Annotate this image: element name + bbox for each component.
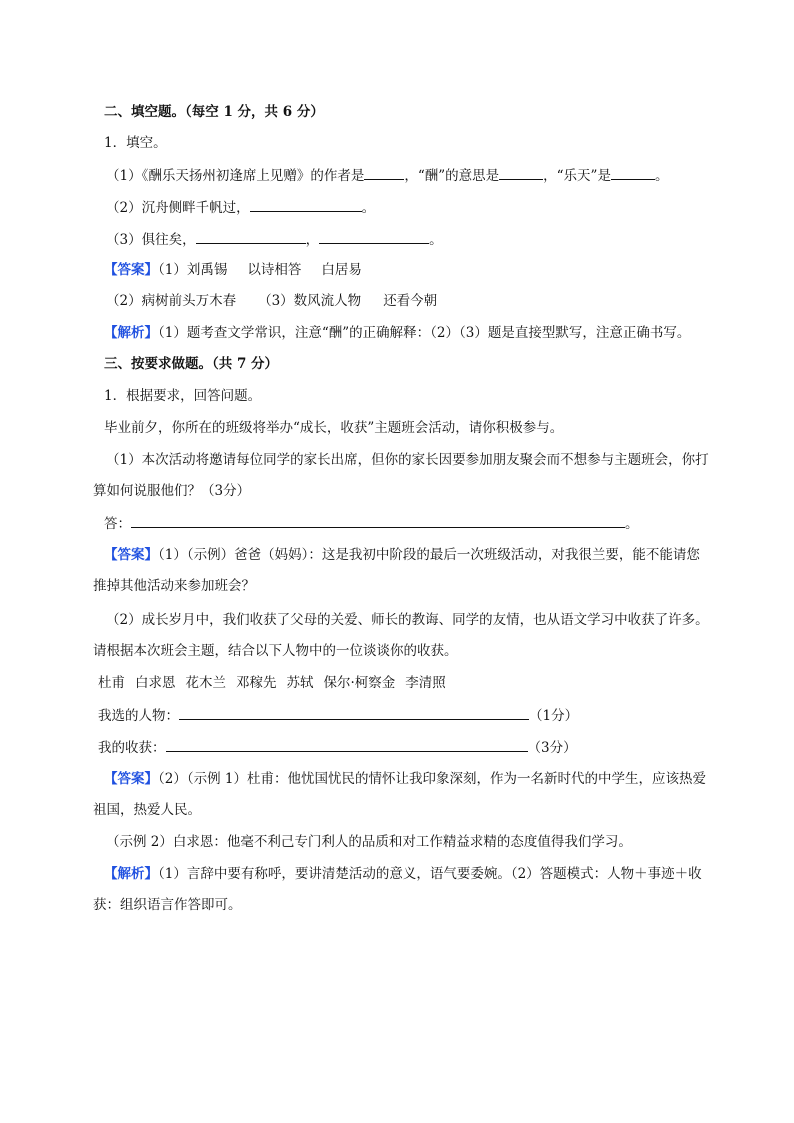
- analysis-tag: 【解析】: [104, 325, 158, 341]
- answer-tag: 【答案】: [104, 547, 158, 563]
- section3-answer1-line1: [104, 545, 700, 567]
- answer-item: （1）刘禹锡: [158, 262, 228, 278]
- question1-1-end: 。: [654, 168, 669, 184]
- person-name: 邓稼先: [236, 675, 277, 691]
- section2-heading: 二、填空题。（每空 1 分，共 6 分）: [104, 104, 324, 120]
- answer-item: （3）数风流人物: [258, 293, 362, 309]
- answer-line: [104, 513, 639, 535]
- answer-blank[interactable]: [250, 197, 362, 212]
- question1-2: [106, 197, 375, 219]
- answer-blank[interactable]: [611, 165, 655, 180]
- section2-answer-line2: [106, 291, 437, 313]
- question1-2-end: 。: [361, 200, 376, 216]
- person-name: 李清照: [405, 675, 446, 691]
- question1-3-text: （3）俱往矣，: [106, 232, 196, 248]
- section3-answer2-line1: [104, 769, 706, 791]
- answer-item: 白居易: [321, 262, 362, 278]
- answer-tag: 【答案】: [104, 771, 158, 787]
- people-list: [98, 673, 446, 695]
- answer-blank[interactable]: [196, 229, 306, 244]
- analysis-text: （1）题考查文学常识，注意“酬”的正确解释：（2）（3）题是直接型默写，注意正确书写。: [158, 325, 691, 341]
- section3-heading: 三、按要求做题。（共 7 分）: [104, 356, 279, 372]
- score-label: （1分）: [529, 708, 579, 724]
- answer-item: 以诗相答: [247, 262, 302, 278]
- question1-3: [106, 229, 443, 251]
- answer-end: 。: [625, 516, 639, 532]
- chosen-person-blank[interactable]: [179, 705, 529, 720]
- question3-1-line2: 算如何说服他们？（3分）: [93, 483, 251, 499]
- answer-blank[interactable]: [319, 229, 429, 244]
- section2-answer: [104, 260, 362, 282]
- answer-blank[interactable]: [364, 165, 404, 180]
- answer-text: （1）（示例）爸爸（妈妈）：这是我初中阶段的最后一次班级活动，对我很兰要，能不能请您: [158, 547, 700, 563]
- score-label: （3分）: [527, 740, 577, 756]
- my-gain-label: 我的收获：: [98, 740, 166, 756]
- question1-1-text-c: ，“乐天”是: [543, 168, 611, 184]
- question1-1-text-a: （1）《酬乐天扬州初逢席上见赠》的作者是: [106, 168, 365, 184]
- question1-1-text-b: ，“酬”的意思是: [404, 168, 500, 184]
- answer-blank[interactable]: [499, 165, 543, 180]
- my-gain-line: [98, 737, 577, 759]
- person-name: 保尔·柯察金: [323, 675, 396, 691]
- my-gain-blank[interactable]: [166, 737, 528, 752]
- question1-1: [106, 165, 668, 187]
- answer-item: 还看今朝: [383, 293, 438, 309]
- answer-prefix: 答：: [104, 516, 131, 532]
- person-name: 杜甫: [98, 675, 125, 691]
- section3-analysis-line1: [104, 864, 702, 886]
- answer-item: （2）病树前头万木春: [106, 293, 237, 309]
- chosen-person-line: [98, 705, 578, 727]
- analysis-tag: 【解析】: [104, 866, 158, 882]
- section3-analysis-line2: 获：组织语言作答即可。: [93, 897, 242, 913]
- section2-question1-title: 1．填空。: [104, 135, 167, 151]
- answer-blank[interactable]: [131, 513, 625, 528]
- section3-question1-title: 1．根据要求，回答问题。: [104, 388, 262, 404]
- chosen-person-label: 我选的人物：: [98, 708, 179, 724]
- question3-1-line1: （1）本次活动将邀请每位同学的家长出席，但你的家长因要参加朋友聚会而不想参与主题班会，你打: [106, 452, 709, 468]
- person-name: 白求恩: [135, 675, 176, 691]
- answer-tag: 【答案】: [104, 262, 158, 278]
- question1-3-mid: ，: [305, 232, 320, 248]
- section3-answer2-line2: 祖国，热爱人民。: [93, 802, 201, 818]
- question3-2-line2: 请根据本次班会主题，结合以下人物中的一位谈谈你的收获。: [93, 643, 458, 659]
- section3-answer2-line3: （示例 2）白求恩：他毫不利己专门利人的品质和对工作精益求精的态度值得我们学习。: [106, 834, 632, 850]
- answer-text: （2）（示例 1）杜甫：他忧国忧民的情怀让我印象深刻，作为一名新时代的中学生，应该热爱: [158, 771, 706, 787]
- section2-analysis: [104, 323, 690, 345]
- person-name: 苏轼: [286, 675, 314, 691]
- person-name: 花木兰: [185, 675, 226, 691]
- question1-3-end: 。: [429, 232, 443, 248]
- analysis-text: （1）言辞中要有称呼，要讲清楚活动的意义，语气要委婉。（2）答题模式：人物＋事迹＋收: [158, 866, 702, 882]
- question1-2-text: （2）沉舟侧畔千帆过，: [106, 200, 250, 216]
- section3-intro: 毕业前夕，你所在的班级将举办“成长，收获”主题班会活动，请你积极参与。: [104, 420, 564, 436]
- question3-2-line1: （2）成长岁月中，我们收获了父母的关爱、师长的教诲、同学的友情，也从语文学习中收获了许多。: [106, 612, 709, 628]
- section3-answer1-line2: 推掉其他活动来参加班会？: [93, 578, 255, 594]
